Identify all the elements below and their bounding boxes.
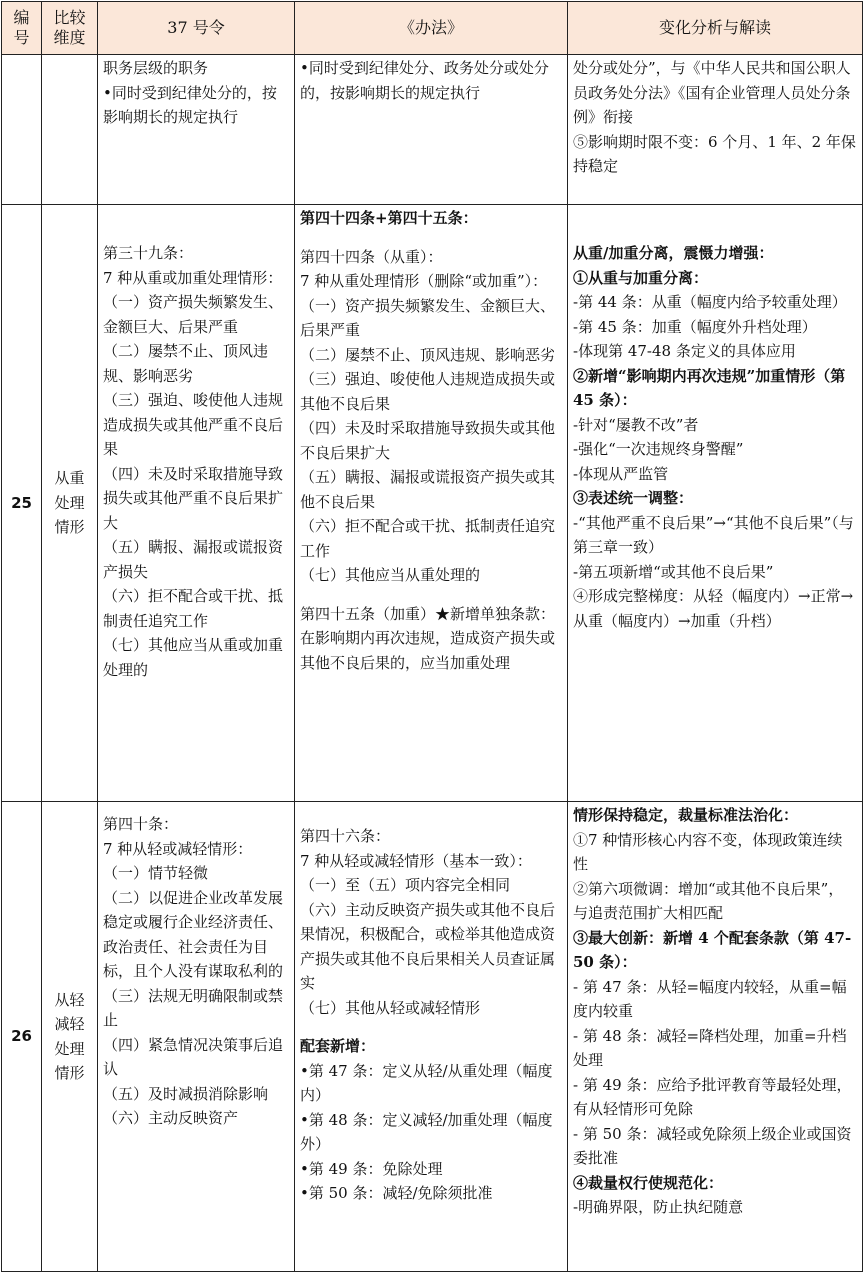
header-row (2, 2, 863, 55)
row-num: 26 (2, 802, 42, 1272)
header-old-rule: 37 号令 (98, 2, 295, 55)
analysis-cell: 处分或处分”，与《中华人民共和国公职人员政务处分法》《国有企业管理人员处分条例》衔接 ⑤影响期时限不变：6 个月、1 年、2 年保持稳定 (568, 55, 863, 205)
table-row-continued (2, 55, 863, 205)
old-rule-cell: 第三十九条： 7 种从重或加重处理情形： （一）资产损失频繁发生、金额巨大、后果严重 （二）屡禁不止、顶风违规、影响恶劣 （三）强迫、唆使他人违规造成损失或其他严重不良后果 （四）未及时采取措施导致损失或其他严重不良后果扩大 （五）瞒报、漏报或谎报资产损失 （六）拒不配合或干扰、抵制责任追究工作 （七）其他应当从重或加重处理的 (98, 205, 295, 802)
header-analysis: 变化分析与解读 (568, 2, 863, 55)
old-rule-cell: 第四十条： 7 种从轻或减轻情形： （一）情节轻微 （二）以促进企业改革发展稳定或履行企业经济责任、政治责任、社会责任为目标，且个人没有谋取私利的 （三）法规无明确限制或禁止 （四）紧急情况决策事后追认 （五）及时减损消除影响 （六）主动反映资产 (98, 802, 295, 1272)
new-measures-cell: •同时受到纪律处分、政务处分或处分的，按影响期长的规定执行 (295, 55, 568, 205)
row-num (2, 55, 42, 205)
analysis-cell: 从重/加重分离，震慑力增强： ①从重与加重分离： -第 44 条：从重（幅度内给予较重处理） -第 45 条：加重（幅度外升档处理） -体现第 47-48 条定义的具体应用 ②新增“影响期内再次违规”加重情形（第 45 条）： -针对“屡教不改”者 -强化“一次违规终身警醒” -体现从严监管 ③表述统一调整： -“其他严重不良后果”→“其他不良后果”（与第三章一致） -第五项新增“或其他不良后果” ④形成完整梯度：从轻（幅度内）→正常→从重（幅度内）→加重（升档） (568, 205, 863, 802)
row-dimension: 从重 处理 情形 (42, 205, 98, 802)
old-rule-cell: 职务层级的职务 •同时受到纪律处分的，按影响期长的规定执行 (98, 55, 295, 205)
table-row-26 (2, 802, 863, 1272)
table-row-25 (2, 205, 863, 802)
comparison-table (1, 1, 863, 1272)
new-measures-cell: 第四十四条+第四十五条： 第四十四条（从重）： 7 种从重处理情形（删除“或加重”）： （一）资产损失频繁发生、金额巨大、后果严重 （二）屡禁不止、顶风违规、影响恶劣 （三）强迫、唆使他人违规造成损失或其他不良后果 （四）未及时采取措施导致损失或其他不良后果扩大 （五）瞒报、漏报或谎报资产损失或其他不良后果 （六）拒不配合或干扰、抵制责任追究工作 （七）其他应当从重处理的 第四十五条（加重）★新增单独条款： 在影响期内再次违规，造成资产损失或其他不良后果的，应当加重处理 (295, 205, 568, 802)
header-new-measures: 《办法》 (295, 2, 568, 55)
header-num: 编号 (2, 2, 42, 55)
row-dimension: 从轻 减轻 处理 情形 (42, 802, 98, 1272)
row-dimension (42, 55, 98, 205)
new-measures-cell: 第四十六条： 7 种从轻或减轻情形（基本一致）： （一）至（五）项内容完全相同 （六）主动反映资产损失或其他不良后果情况，积极配合，或检举其他造成资产损失或其他不良后果相关人员查证属实 （七）其他从轻或减轻情形 配套新增： •第 47 条：定义从轻/从重处理（幅度内） •第 48 条：定义减轻/加重处理（幅度外） •第 49 条：免除处理 •第 50 条：减轻/免除须批准 (295, 802, 568, 1272)
row-num: 25 (2, 205, 42, 802)
header-dimension: 比较维度 (42, 2, 98, 55)
analysis-cell: 情形保持稳定，裁量标准法治化： ①7 种情形核心内容不变，体现政策连续性 ②第六项微调：增加“或其他不良后果”，与追责范围扩大相匹配 ③最大创新：新增 4 个配套条款（第 47-50 条）： - 第 47 条：从轻=幅度内较轻，从重=幅度内较重 - 第 48 条：减轻=降档处理，加重=升档处理 - 第 49 条：应给予批评教育等最轻处理，有从轻情形可免除 - 第 50 条：减轻或免除须上级企业或国资委批准 ④裁量权行使规范化： -明确界限，防止执纪随意 (568, 802, 863, 1272)
